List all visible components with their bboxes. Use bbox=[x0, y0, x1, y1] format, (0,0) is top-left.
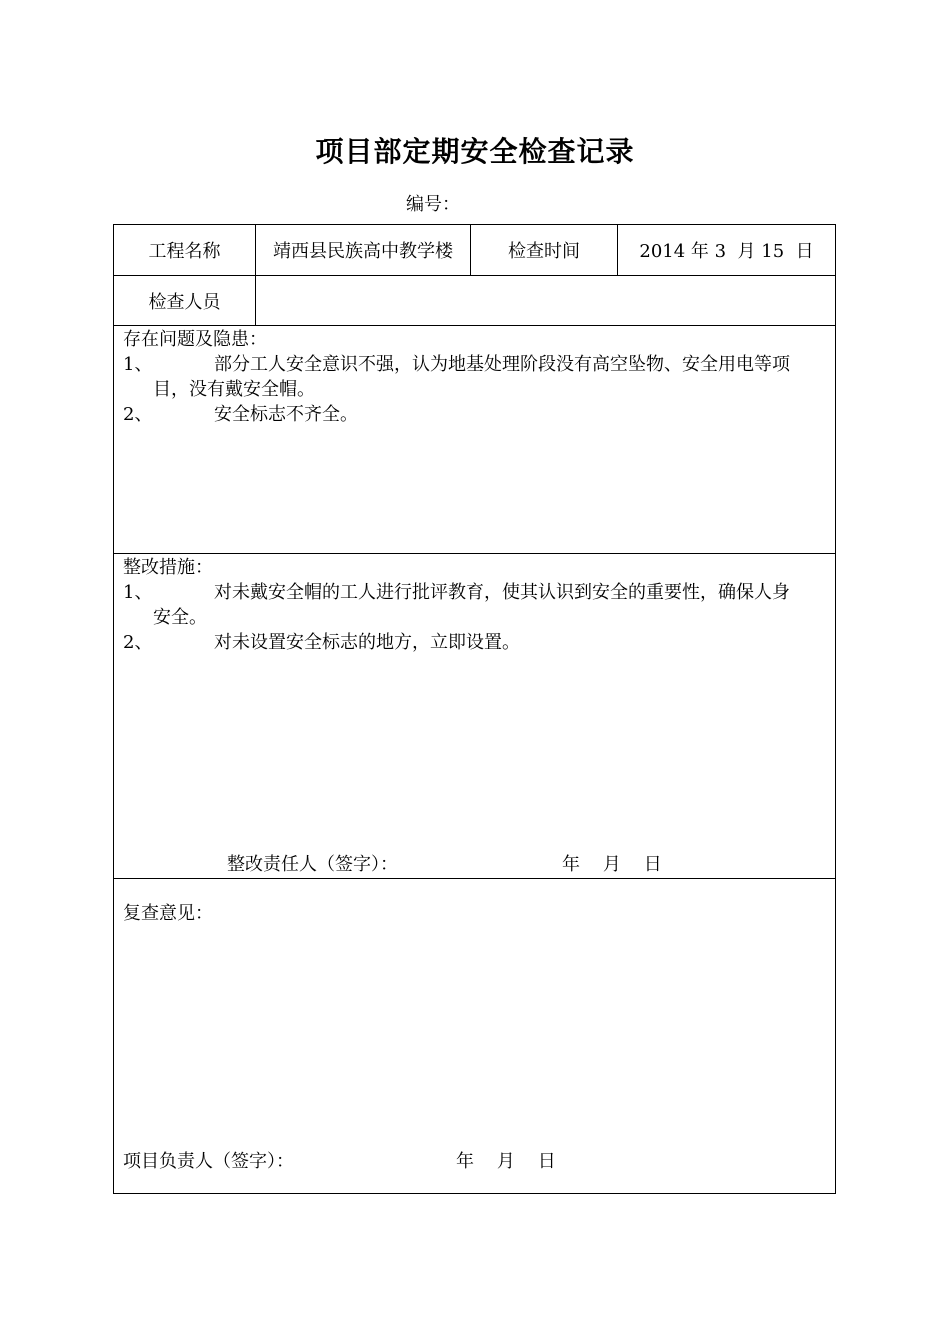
problems-heading: 存在问题及隐患： bbox=[123, 329, 267, 350]
review-heading: 复查意见： bbox=[123, 903, 213, 924]
measure-item-text-continued: 安全。 bbox=[153, 607, 207, 628]
serial-number-label: 编号： bbox=[406, 194, 460, 215]
project-name-label: 工程名称 bbox=[148, 241, 221, 262]
row-divider bbox=[114, 878, 835, 879]
inspection-table bbox=[113, 224, 836, 1194]
measure-item-number: 1、 bbox=[123, 582, 153, 603]
document-title: 项目部定期安全检查记录 bbox=[315, 135, 635, 168]
inspection-time-value: 2014 年 3 月 15 日 bbox=[639, 241, 814, 262]
rectification-date-label: 年 月 日 bbox=[562, 854, 662, 875]
problem-item-text: 安全标志不齐全。 bbox=[214, 404, 358, 425]
project-name-value: 靖西县民族高中教学楼 bbox=[273, 241, 453, 262]
inspection-time-label: 检查时间 bbox=[508, 241, 580, 262]
inspector-label: 检查人员 bbox=[148, 291, 221, 313]
problem-item-text-continued: 目，没有戴安全帽。 bbox=[153, 379, 315, 400]
measure-item-text: 对未设置安全标志的地方，立即设置。 bbox=[214, 632, 520, 653]
problem-item-number: 1、 bbox=[123, 354, 153, 375]
inspector-value bbox=[256, 276, 835, 325]
measure-item-text: 对未戴安全帽的工人进行批评教育，使其认识到安全的重要性，确保人身 bbox=[214, 582, 790, 603]
measure-item-number: 2、 bbox=[123, 632, 153, 653]
manager-signature-label: 项目负责人（签字）： bbox=[123, 1151, 294, 1172]
row-divider bbox=[114, 553, 835, 554]
measures-heading: 整改措施： bbox=[123, 557, 213, 578]
rectification-signature-label: 整改责任人（签字）： bbox=[227, 854, 398, 875]
problem-item-text: 部分工人安全意识不强，认为地基处理阶段没有高空坠物、安全用电等项 bbox=[214, 354, 790, 375]
review-date-label: 年 月 日 bbox=[456, 1151, 556, 1172]
problem-item-number: 2、 bbox=[123, 404, 153, 425]
row-divider bbox=[114, 325, 835, 326]
